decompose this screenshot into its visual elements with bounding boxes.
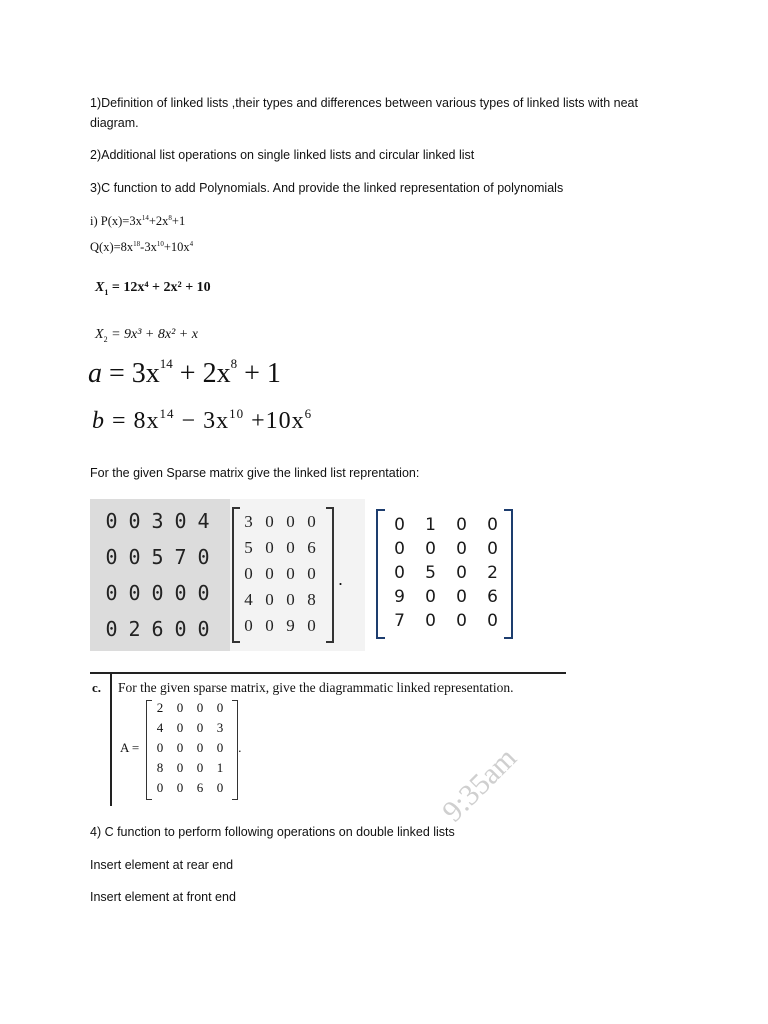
- polynomial-p: [90, 214, 185, 229]
- matrix-cell: 0: [244, 564, 253, 583]
- matrix-cell: 0: [105, 545, 118, 569]
- matrix-row: [100, 611, 215, 647]
- matrix-cell: 0: [286, 564, 295, 583]
- matrix-cell: 2: [487, 563, 498, 583]
- matrix-row: [384, 537, 508, 561]
- matrix-cell: 0: [176, 720, 184, 735]
- matrix-cell: 0: [425, 587, 436, 607]
- matrix-cell: 3: [216, 720, 224, 735]
- matrix-row: [238, 613, 322, 639]
- x2-rhs: = 9x³ + 8x² + x: [111, 327, 198, 342]
- polynomial-q: [90, 240, 193, 255]
- matrix-cell: 0: [456, 563, 467, 583]
- blue-matrix: [384, 513, 508, 633]
- question-1: 1)Definition of linked lists ,their types and differences between various types of linked lists with neat diagram.: [90, 96, 638, 130]
- timestamp-watermark: 9:35am: [436, 741, 523, 829]
- matrix-row: [238, 509, 322, 535]
- matrix-row: [150, 758, 230, 778]
- x2-sub: 2: [103, 334, 108, 344]
- matrix-row: [238, 535, 322, 561]
- matrix-cell: 6: [307, 538, 316, 557]
- matrix-cell: 0: [174, 509, 187, 533]
- matrix-row: [384, 585, 508, 609]
- matrix-cell: 0: [456, 515, 467, 535]
- operation-insert-rear: Insert element at rear end: [90, 858, 234, 872]
- matrix-cell: 0: [487, 539, 498, 559]
- equation-b: [92, 408, 312, 435]
- matrix-cell: 4: [197, 509, 210, 533]
- matrix-cell: 0: [196, 740, 204, 755]
- matrix-row: [100, 575, 215, 611]
- matrix-cell: 0: [216, 780, 224, 795]
- matrix-row: [150, 698, 230, 718]
- matrix-row: [150, 778, 230, 798]
- matrix-cell: 0: [128, 509, 141, 533]
- poly-q-exp-0: 18: [133, 239, 141, 248]
- poly-q-exp-2: 4: [189, 239, 194, 248]
- matrix-cell: 0: [156, 780, 164, 795]
- eq-a-term-0: = 3x: [109, 358, 160, 389]
- matrix-cell: 0: [265, 590, 274, 609]
- matrix-cell: 8: [307, 590, 316, 609]
- matrix-row: [384, 609, 508, 633]
- matrix-cell: 2: [128, 617, 141, 641]
- section-c-text: For the given sparse matrix, give the diagrammatic linked representation.: [118, 680, 514, 695]
- matrix-cell: 1: [425, 515, 436, 535]
- matrix-row: [150, 718, 230, 738]
- poly-p-term-1: +2x: [148, 214, 169, 228]
- matrix-cell: 0: [174, 617, 187, 641]
- matrix-cell: 0: [456, 611, 467, 631]
- matrix-cell: 0: [394, 539, 405, 559]
- x1-lhs: X: [95, 280, 105, 295]
- eq-b-exp-0: 14: [159, 406, 175, 421]
- matrix-cell: 0: [425, 611, 436, 631]
- bracket-right: [326, 507, 334, 643]
- matrix-cell: 4: [156, 720, 164, 735]
- matrix-a-label: A =: [120, 740, 140, 755]
- matrix-cell: 0: [394, 563, 405, 583]
- eq-b-term-1: − 3x: [174, 408, 230, 434]
- section-c-label: c.: [92, 680, 102, 695]
- matrix-cell: 0: [307, 616, 316, 635]
- matrix-row: [384, 513, 508, 537]
- matrix-cell: 0: [425, 539, 436, 559]
- matrix-a-table: [150, 698, 230, 798]
- matrix-cell: 0: [216, 740, 224, 755]
- matrix-cell: 0: [174, 581, 187, 605]
- matrix-row: [238, 587, 322, 613]
- x2-lhs: X: [95, 327, 104, 342]
- question-4: 4) C function to perform following operations on double linked lists: [90, 825, 455, 839]
- eq-b-exp-1: 10: [229, 406, 245, 421]
- matrix-cell: 0: [216, 700, 224, 715]
- matrix-cell: 0: [307, 564, 316, 583]
- eq-a-term-1: + 2x: [172, 358, 231, 389]
- eq-b-lhs: b: [92, 408, 105, 434]
- matrix-cell: 0: [286, 512, 295, 531]
- blue-matrix-panel: [370, 499, 520, 651]
- matrix-cell: 0: [128, 581, 141, 605]
- period: .: [338, 569, 344, 589]
- poly-p-term-2: +1: [171, 214, 186, 228]
- poly-q-term-1: -3x: [140, 240, 157, 254]
- matrix-cell: 3: [244, 512, 253, 531]
- matrix-cell: 0: [197, 617, 210, 641]
- matrix-cell: 0: [265, 512, 274, 531]
- matrix-cell: 9: [394, 587, 405, 607]
- matrix-cell: 0: [196, 720, 204, 735]
- question-3: 3)C function to add Polynomials. And provide the linked representation of polynomials: [90, 181, 564, 195]
- matrix-row: [100, 539, 215, 575]
- x1-sub: 1: [104, 287, 109, 297]
- matrix-cell: 0: [265, 616, 274, 635]
- matrix-cell: 0: [197, 581, 210, 605]
- matrix-cell: 0: [105, 581, 118, 605]
- eq-b-term-0: = 8x: [112, 408, 160, 434]
- matrix-cell: 2: [156, 700, 164, 715]
- bracketed-matrix-table: [238, 509, 322, 639]
- eq-b-term-2: +10x: [244, 408, 305, 434]
- eq-a-term-2: + 1: [237, 358, 281, 389]
- matrix-cell: 0: [487, 515, 498, 535]
- matrix-cell: 0: [128, 545, 141, 569]
- equation-a: [88, 358, 281, 390]
- matrix-cell: 0: [156, 740, 164, 755]
- matrix-cell: 0: [196, 700, 204, 715]
- matrix-a: [150, 698, 230, 798]
- matrix-cell: 6: [487, 587, 498, 607]
- grey-matrix: [100, 503, 215, 647]
- matrix-cell: 0: [196, 760, 204, 775]
- section-c-top-rule: [90, 672, 566, 674]
- eq-a-exp-1: 8: [230, 356, 238, 371]
- poly-p-exp-0: 14: [141, 213, 149, 222]
- matrix-row: [150, 738, 230, 758]
- eq-a-exp-0: 14: [159, 356, 173, 371]
- matrix-cell: 0: [176, 700, 184, 715]
- matrix-row: [384, 561, 508, 585]
- equation-x2: [95, 327, 198, 344]
- question-2: 2)Additional list operations on single linked lists and circular linked list: [90, 148, 475, 162]
- poly-q-term-2: +10x: [163, 240, 190, 254]
- polynomial-p-text: i) P(x)=3x: [90, 214, 142, 228]
- matrix-cell: 7: [174, 545, 187, 569]
- operation-insert-front: Insert element at front end: [90, 890, 236, 904]
- matrix-cell: 0: [456, 587, 467, 607]
- matrix-cell: 1: [216, 760, 224, 775]
- matrix-cell: 9: [286, 616, 295, 635]
- equation-x1: [95, 280, 211, 297]
- matrix-row: [100, 503, 215, 539]
- matrix-cell: 0: [244, 616, 253, 635]
- matrix-cell: 4: [244, 590, 253, 609]
- matrix-cell: 5: [151, 545, 164, 569]
- bracketed-matrix: [238, 509, 322, 639]
- matrix-cell: 0: [105, 617, 118, 641]
- matrix-cell: 0: [487, 611, 498, 631]
- blue-matrix-table: [384, 513, 508, 633]
- x1-rhs: = 12x⁴ + 2x² + 10: [111, 280, 211, 295]
- matrix-cell: 0: [286, 590, 295, 609]
- polynomial-q-text: Q(x)=8x: [90, 240, 134, 254]
- bracketed-matrix-panel: [230, 499, 365, 651]
- matrix-cell: 0: [197, 545, 210, 569]
- poly-p-exp-1: 8: [168, 213, 172, 222]
- eq-a-lhs: a: [88, 358, 102, 389]
- grey-matrix-table: [100, 503, 215, 647]
- matrix-cell: 5: [425, 563, 436, 583]
- matrix-cell: 0: [394, 515, 405, 535]
- matrix-a-panel: [146, 698, 246, 802]
- matrix-cell: 0: [151, 581, 164, 605]
- matrix-cell: 6: [151, 617, 164, 641]
- poly-q-exp-1: 10: [156, 239, 164, 248]
- sparse-intro: For the given Sparse matrix give the linked list reprentation:: [90, 466, 420, 480]
- matrix-cell: 5: [244, 538, 253, 557]
- matrix-cell: 0: [265, 564, 274, 583]
- matrix-cell: 7: [394, 611, 405, 631]
- eq-b-exp-2: 6: [304, 406, 313, 421]
- matrix-cell: 0: [286, 538, 295, 557]
- section-c-vertical-rule: [110, 674, 112, 806]
- matrix-cell: 8: [156, 760, 164, 775]
- matrix-cell: 6: [196, 780, 204, 795]
- matrix-cell: 0: [265, 538, 274, 557]
- matrix-cell: 0: [176, 780, 184, 795]
- matrix-cell: 0: [176, 740, 184, 755]
- matrix-cell: 0: [456, 539, 467, 559]
- matrix-cell: 0: [307, 512, 316, 531]
- matrix-row: [238, 561, 322, 587]
- matrix-cell: 0: [176, 760, 184, 775]
- matrix-a-period: .: [238, 740, 242, 755]
- matrix-cell: 3: [151, 509, 164, 533]
- matrix-cell: 0: [105, 509, 118, 533]
- grey-matrix-panel: [90, 499, 230, 651]
